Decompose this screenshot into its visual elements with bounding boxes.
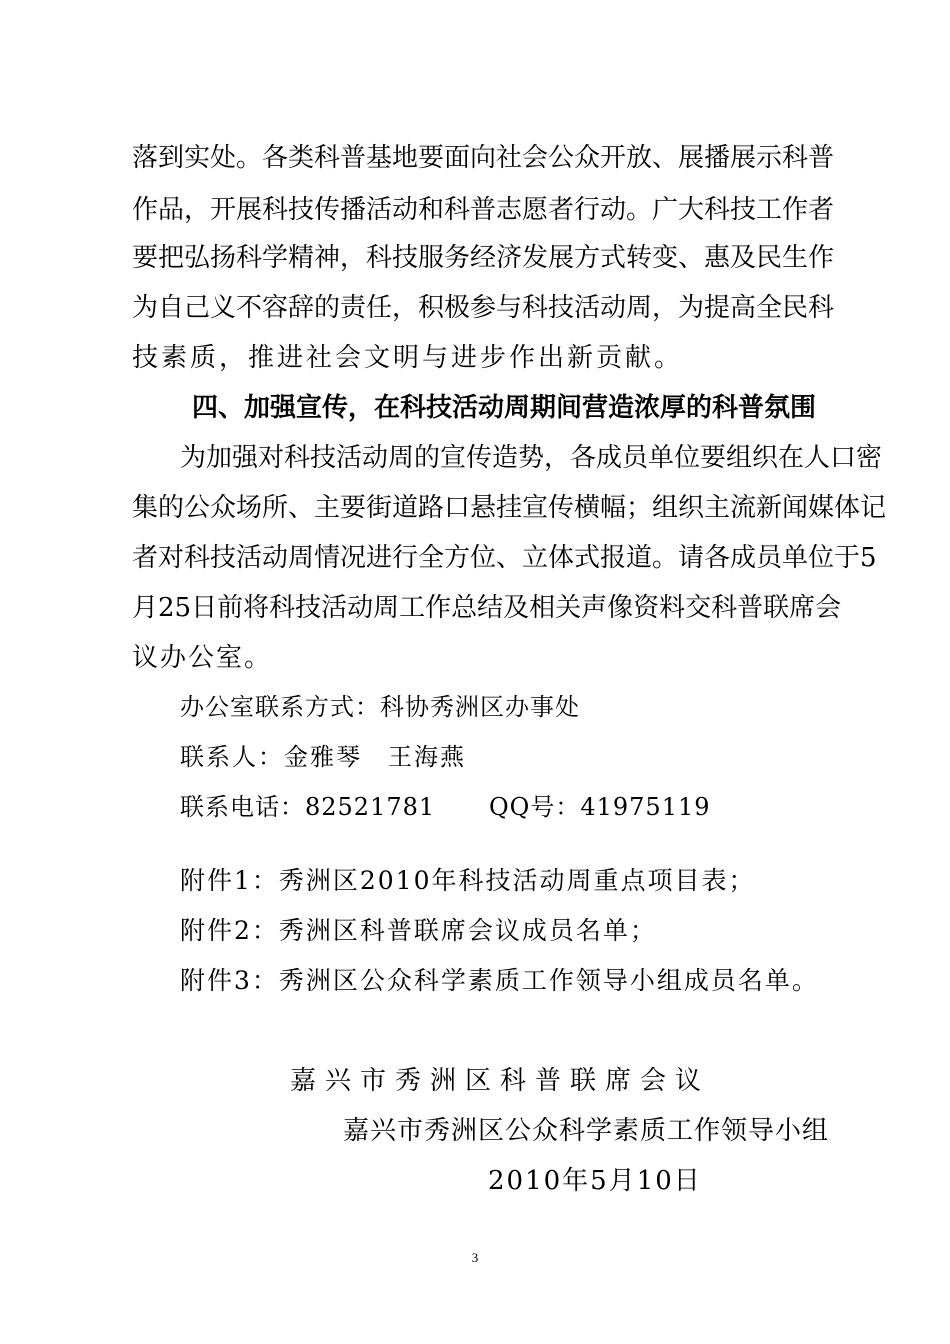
- paragraph-line: 月25日前将科技活动周工作总结及相关声像资料交科普联席会: [132, 593, 842, 623]
- paragraph-line: 为加强对科技活动周的宣传造势，各成员单位要组织在人口密: [180, 443, 883, 473]
- paragraph-line: 要把弘扬科学精神，科技服务经济发展方式转变、惠及民生作: [132, 243, 835, 273]
- paragraph-line: 集的公众场所、主要街道路口悬挂宣传横幅；组织主流新闻媒体记: [132, 493, 887, 523]
- signature-org-2: 嘉兴市秀洲区公众科学素质工作领导小组: [343, 1116, 830, 1146]
- contact-qq: QQ号：41975119: [489, 793, 711, 821]
- paragraph-line: 议办公室。: [132, 643, 273, 673]
- paragraph-line: 落到实处。各类科普基地要面向社会公众开放、展播展示科普: [132, 143, 835, 173]
- section-heading: 四、加强宣传，在科技活动周期间营造浓厚的科普氛围: [192, 393, 817, 423]
- signature-date: 2010年5月10日: [488, 1166, 702, 1196]
- paragraph-line: 作品，开展科技传播活动和科普志愿者行动。广大科技工作者: [132, 195, 835, 225]
- contact-office: 办公室联系方式：科协秀洲区办事处: [180, 693, 580, 721]
- paragraph-line: 为自己义不容辞的责任，积极参与科技活动周，为提高全民科: [132, 293, 835, 323]
- attachment-item: 附件2：秀洲区科普联席会议成员名单；: [180, 916, 657, 945]
- contact-phone: 联系电话：82521781: [180, 793, 436, 821]
- paragraph-line: 者对科技活动周情况进行全方位、立体式报道。请各成员单位于5: [132, 543, 877, 573]
- signature-org-1: 嘉兴市秀洲区科普联席会议: [290, 1066, 711, 1096]
- attachment-item: 附件3：秀洲区公众科学素质工作领导小组成员名单。: [180, 966, 819, 995]
- attachment-item: 附件1：秀洲区2010年科技活动周重点项目表；: [180, 866, 756, 895]
- contact-person: 联系人：金雅琴 王海燕: [180, 743, 466, 771]
- page-number: 3: [471, 1250, 479, 1265]
- paragraph-line: 技素质，推进社会文明与进步作出新贡献。: [132, 343, 684, 373]
